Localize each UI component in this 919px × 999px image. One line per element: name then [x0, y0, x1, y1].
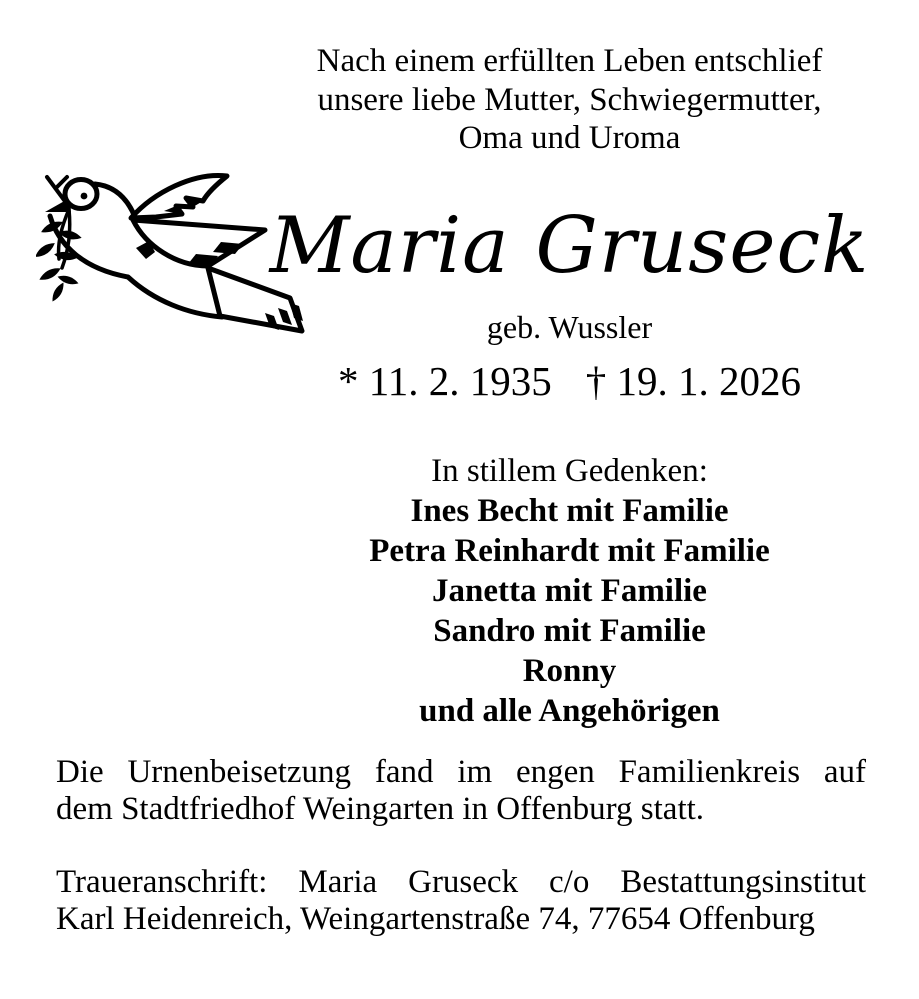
mourner-line: Ines Becht mit Familie	[410, 493, 729, 529]
deceased-name: Maria Gruseck	[269, 201, 870, 291]
address-line: Traueranschrift: Maria Gruseck c/o Bestattungsinstitut	[56, 864, 866, 900]
beak	[45, 199, 71, 212]
birth-date: * 11. 2. 1935	[338, 358, 552, 404]
death-date: † 19. 1. 2026	[585, 358, 801, 404]
burial-paragraph	[56, 754, 866, 828]
burial-text-line: Die Urnenbeisetzung fand im engen Familienkreis auf	[56, 754, 866, 790]
mourning-address-paragraph	[56, 864, 866, 938]
mourner-line: Ronny	[522, 653, 617, 689]
life-dates	[240, 357, 899, 405]
mourner-line: und alle Angehörigen	[419, 693, 720, 729]
intro-line: unsere liebe Mutter, Schwiegermutter,	[317, 81, 822, 118]
intro-line: Nach einem erfüllten Leben entschlief	[316, 43, 823, 79]
mourner-line: Sandro mit Familie	[433, 613, 706, 649]
burial-text-line: dem Stadtfriedhof Weingarten in Offenburg statt.	[56, 791, 705, 827]
intro-line: Oma und Uroma	[458, 120, 681, 156]
address-line: Karl Heidenreich, Weingartenstraße 74, 77654 Offenburg	[56, 901, 815, 937]
mourner-line: Petra Reinhardt mit Familie	[369, 533, 770, 569]
memorial-block	[240, 451, 899, 731]
intro-text	[240, 42, 899, 158]
memorial-heading: In stillem Gedenken:	[431, 453, 708, 489]
maiden-name: geb. Wussler	[486, 309, 653, 345]
mourner-line: Janetta mit Familie	[432, 573, 707, 609]
